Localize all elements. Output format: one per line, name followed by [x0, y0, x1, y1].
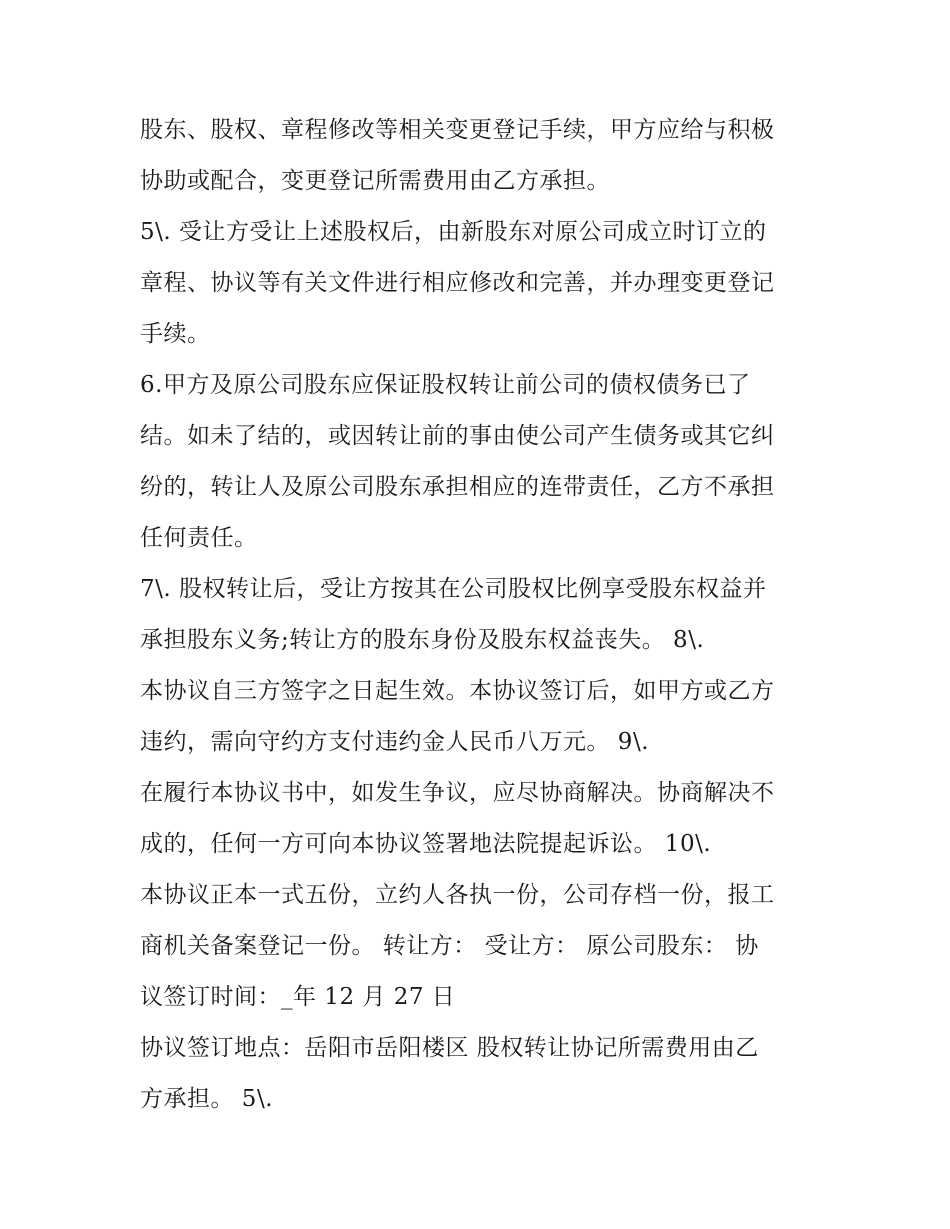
text-line: 结。如未了结的，或因转让前的事由使公司产生债务或其它纠 — [140, 423, 775, 449]
text-line: 手续。 — [140, 321, 211, 347]
text-line: 违约，需向守约方支付违约金人民币八万元。 9\. — [140, 729, 650, 755]
text-line: 本协议自三方签字之日起生效。本协议签订后，如甲方或乙方 — [140, 678, 775, 704]
text-line: 任何责任。 — [140, 525, 258, 551]
text-line: 协助或配合，变更登记所需费用由乙方承担。 — [140, 168, 610, 194]
text-line: 议签订时间：_年 12 月 27 日 — [140, 984, 456, 1010]
text-line: 5\. 受让方受让上述股权后，由新股东对原公司成立时订立的 — [140, 219, 767, 245]
text-line: 7\. 股权转让后，受让方按其在公司股权比例享受股东权益并 — [140, 576, 767, 602]
text-line: 承担股东义务;转让方的股东身份及股东权益丧失。 8\. — [140, 627, 705, 653]
text-line: 股东、股权、章程修改等相关变更登记手续，甲方应给与积极 — [140, 117, 775, 143]
text-line: 本协议正本一式五份，立约人各执一份，公司存档一份，报工 — [140, 882, 775, 908]
text-line: 商机关备案登记一份。 转让方： 受让方： 原公司股东： 协 — [140, 933, 759, 959]
text-line: 协议签订地点：岳阳市岳阳楼区 股权转让协记所需费用由乙 — [140, 1035, 759, 1061]
text-line: 6.甲方及原公司股东应保证股权转让前公司的债权债务已了 — [140, 372, 751, 398]
text-line: 在履行本协议书中，如发生争议，应尽协商解决。协商解决不 — [140, 780, 775, 806]
document-body — [140, 105, 830, 1125]
text-line: 章程、协议等有关文件进行相应修改和完善，并办理变更登记 — [140, 270, 775, 296]
text-line: 纷的，转让人及原公司股东承担相应的连带责任，乙方不承担 — [140, 474, 775, 500]
text-line: 方承担。 5\. — [140, 1086, 274, 1112]
text-line: 成的，任何一方可向本协议签署地法院提起诉讼。 10\. — [140, 831, 712, 857]
